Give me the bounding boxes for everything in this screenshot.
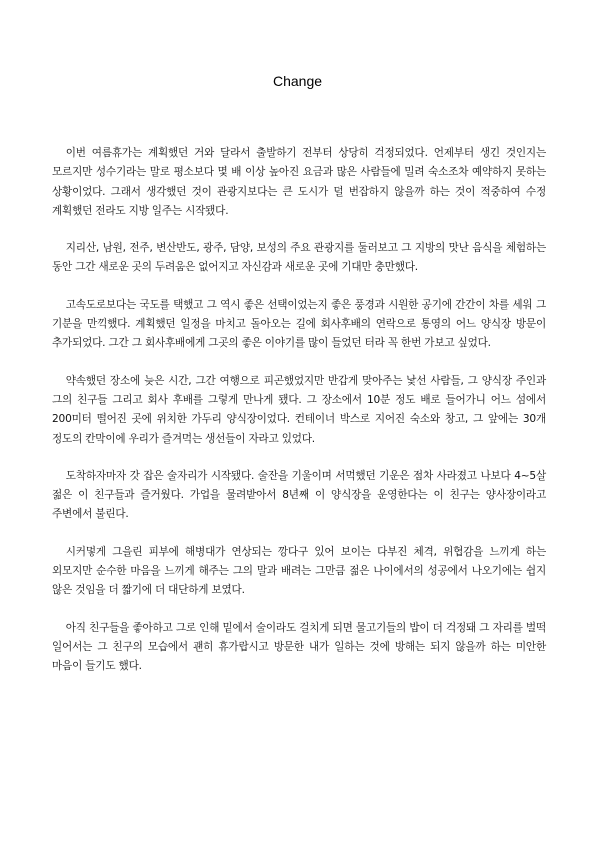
paragraph: 이번 여름휴가는 계획했던 거와 달라서 출발하기 전부터 상당히 걱정되었다. 언제부터 생긴 것인지는 모르지만 성수기라는 말로 평소보다 몇 배 이상 높아진 요금과 많은 사람들에 밀려 숙소조차 예약하지 못하는 상황이었다. 그래서 생각했던 것이 관광지보다는 큰 도시가 덜 번잡하지 않을까 하는 것이 적중하여 수정 계획했던 전라도 지방 일주는 시작됐다. bbox=[52, 147, 546, 217]
paragraph: 아직 친구들을 좋아하고 그로 인해 밑에서 술이라도 걸치게 되면 물고기들의 밥이 더 걱정돼 그 자리를 벌떡 일어서는 그 친구의 모습에서 괜히 휴가랍시고 방문한 내가 일하는 것에 방해는 되지 않을까 하는 미안한 마음이 들기도 했다. bbox=[52, 621, 546, 673]
paragraph: 시커멓게 그을린 피부에 해병대가 연상되는 깡다구 있어 보이는 다부진 체격, 위협감을 느끼게 하는 외모지만 순수한 마음을 느끼게 해주는 그의 말과 배려는 그만큼 젊은 나이에서의 성공에서 나오기에는 쉽지 않은 것임을 더 짧기에 더 대단하게 보였다. bbox=[52, 545, 546, 597]
paragraph: 약속했던 장소에 늦은 시간, 그간 여행으로 피곤했었지만 반갑게 맞아주는 낯선 사람들, 그 양식장 주인과 그의 친구들 그리고 회사 후배를 그렇게 만나게 됐다. 그 장소에서 10분 정도 배로 들어가니 어느 섬에서 200미터 떨어진 곳에 위치한 가두리 양식장이었다. 컨테이너 박스로 지어진 숙소와 창고, 그 앞에는 30개 정도의 칸막이에 우리가 즐겨먹는 생선들이 자라고 있었다. bbox=[52, 374, 546, 445]
document-body bbox=[52, 144, 546, 695]
paragraph: 지리산, 남원, 전주, 변산반도, 광주, 담양, 보성의 주요 관광지를 둘러보고 그 지방의 맛난 음식을 체험하는 동안 그간 새로운 곳의 두려움은 없어지고 자신감과 새로운 곳에 기대만 충만했다. bbox=[52, 242, 546, 274]
paragraph: 고속도로보다는 국도를 택했고 그 역시 좋은 선택이었는지 좋은 풍경과 시원한 공기에 간간이 차를 세워 그 기분을 만끽했다. 계획했던 일정을 마치고 돌아오는 길에 회사후배의 연락으로 통영의 어느 양식장 방문이 추가되었다. 그간 그 회사후배에게 그곳의 좋은 이야기를 많이 들었던 터라 꼭 한번 가보고 싶었다. bbox=[52, 298, 546, 350]
paragraph: 도착하자마자 갓 잡은 술자리가 시작됐다. 술잔을 기울이며 서먹했던 기운은 점차 사라졌고 나보다 4~5살 젊은 이 친구들과 즐거웠다. 가업을 물려받아서 8년째 이 양식장을 운영한다는 이 친구는 양사장이라고 주변에서 불린다. bbox=[52, 469, 546, 521]
document-title: Change bbox=[272, 73, 323, 89]
